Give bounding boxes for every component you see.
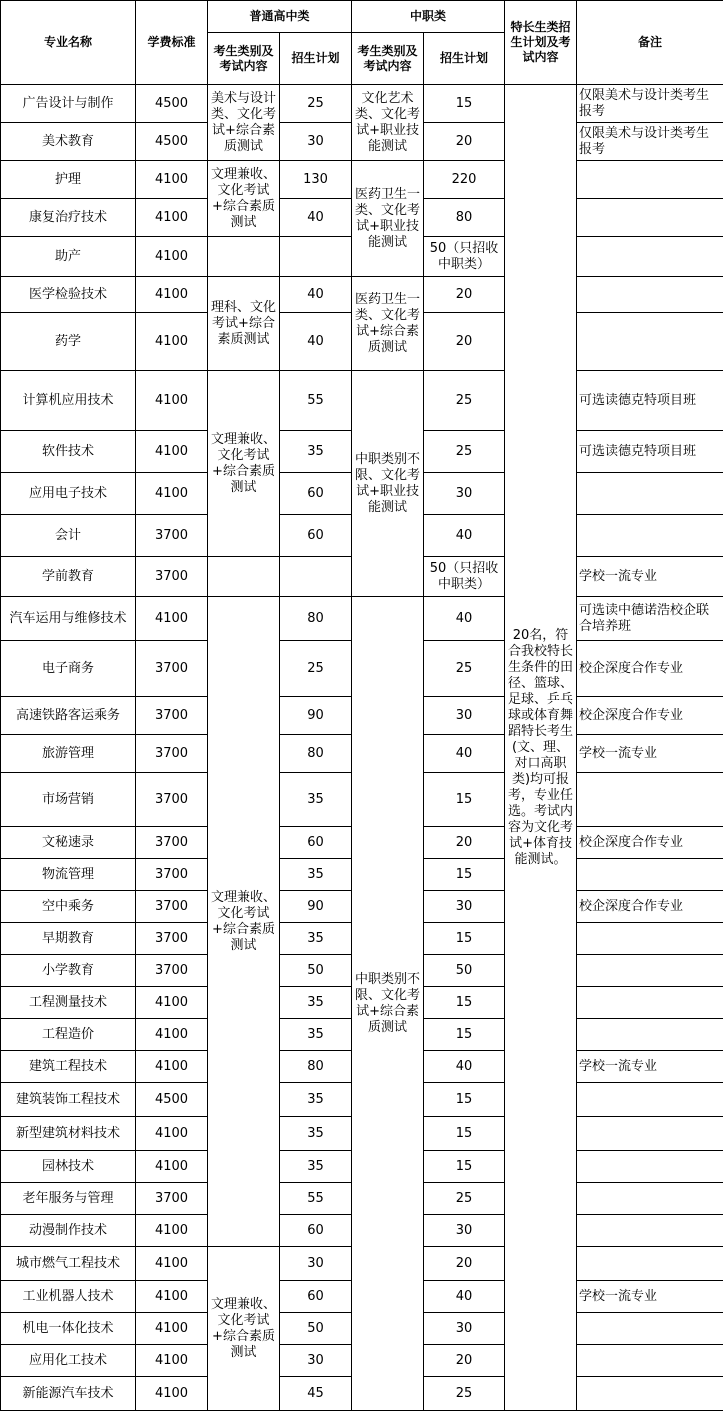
remark-cell: 学校一流专业 (577, 1051, 723, 1083)
tuition-cell: 3700 (136, 697, 208, 735)
remark-cell (577, 1083, 723, 1117)
remark-cell: 校企深度合作专业 (577, 641, 723, 697)
remark-cell: 校企深度合作专业 (577, 891, 723, 923)
general-plan-cell: 90 (280, 697, 352, 735)
tuition-cell: 4100 (136, 597, 208, 641)
tuition-cell: 4100 (136, 1019, 208, 1051)
general-plan-cell: 30 (280, 123, 352, 161)
table-row (1, 597, 723, 641)
major-name-cell: 老年服务与管理 (1, 1183, 136, 1215)
major-name-cell: 高速铁路客运乘务 (1, 697, 136, 735)
major-name-cell: 电子商务 (1, 641, 136, 697)
remark-cell (577, 1377, 723, 1411)
general-plan-cell: 80 (280, 735, 352, 773)
voc-plan-cell: 15 (424, 1083, 505, 1117)
voc-plan-cell: 30 (424, 891, 505, 923)
major-name-cell: 工业机器人技术 (1, 1281, 136, 1313)
tuition-cell: 4500 (136, 85, 208, 123)
major-name-cell: 建筑工程技术 (1, 1051, 136, 1083)
voc-exam-type-cell: 医药卫生一类、文化考试+综合素质测试 (352, 277, 424, 371)
major-name-cell: 空中乘务 (1, 891, 136, 923)
remark-cell: 校企深度合作专业 (577, 827, 723, 859)
voc-plan-cell: 80 (424, 199, 505, 237)
voc-plan-cell: 220 (424, 161, 505, 199)
general-exam-type-cell: 美术与设计类、文化考试+综合素质测试 (208, 85, 280, 161)
voc-plan-cell: 40 (424, 1281, 505, 1313)
general-plan-cell: 50 (280, 955, 352, 987)
voc-plan-cell: 25 (424, 371, 505, 431)
voc-plan-cell: 50（只招收中职类） (424, 237, 505, 277)
major-name-cell: 物流管理 (1, 859, 136, 891)
general-plan-cell: 80 (280, 1051, 352, 1083)
tuition-cell: 4500 (136, 1083, 208, 1117)
voc-plan-cell: 50 (424, 955, 505, 987)
tuition-cell: 3700 (136, 827, 208, 859)
tuition-cell: 4100 (136, 1247, 208, 1281)
major-name-cell: 汽车运用与维修技术 (1, 597, 136, 641)
remark-cell (577, 1183, 723, 1215)
tuition-cell: 4100 (136, 431, 208, 473)
voc-plan-cell: 15 (424, 1019, 505, 1051)
special-plan-cell: 20名，符合我校特长生条件的田径、篮球、足球、乒乓球或体育舞蹈特长考生(文、理、对口高职类)均可报考，专业任选。考试内容为文化考试+体育技能测试。 (505, 85, 577, 1411)
remark-cell (577, 199, 723, 237)
tuition-cell: 4100 (136, 1215, 208, 1247)
remark-cell: 校企深度合作专业 (577, 697, 723, 735)
tuition-cell: 4100 (136, 987, 208, 1019)
voc-plan-cell: 20 (424, 313, 505, 371)
general-plan-cell: 40 (280, 313, 352, 371)
remark-cell: 学校一流专业 (577, 1281, 723, 1313)
remark-cell (577, 313, 723, 371)
general-plan-cell: 45 (280, 1377, 352, 1411)
major-name-cell: 计算机应用技术 (1, 371, 136, 431)
header-general-hs: 普通高中类 (208, 1, 352, 33)
major-name-cell: 文秘速录 (1, 827, 136, 859)
general-exam-type-cell: 文理兼收、文化考试+综合素质测试 (208, 161, 280, 237)
header-tuition: 学费标准 (136, 1, 208, 85)
remark-cell (577, 773, 723, 827)
tuition-cell: 3700 (136, 859, 208, 891)
major-name-cell: 护理 (1, 161, 136, 199)
voc-plan-cell: 15 (424, 923, 505, 955)
tuition-cell: 3700 (136, 557, 208, 597)
major-name-cell: 软件技术 (1, 431, 136, 473)
remark-cell: 学校一流专业 (577, 735, 723, 773)
remark-cell (577, 1117, 723, 1151)
voc-plan-cell: 40 (424, 597, 505, 641)
header-major-name: 专业名称 (1, 1, 136, 85)
general-exam-type-cell: 文理兼收、文化考试+综合素质测试 (208, 371, 280, 557)
remark-cell (577, 1019, 723, 1051)
general-plan-cell: 35 (280, 1117, 352, 1151)
general-plan-cell: 25 (280, 85, 352, 123)
voc-exam-type-cell: 文化艺术类、文化考试+职业技能测试 (352, 85, 424, 161)
tuition-cell: 4100 (136, 1117, 208, 1151)
major-name-cell: 药学 (1, 313, 136, 371)
tuition-cell: 3700 (136, 955, 208, 987)
voc-plan-cell: 15 (424, 85, 505, 123)
major-name-cell: 应用电子技术 (1, 473, 136, 515)
remark-cell (577, 515, 723, 557)
voc-plan-cell: 25 (424, 641, 505, 697)
general-plan-cell: 50 (280, 1313, 352, 1345)
tuition-cell: 3700 (136, 773, 208, 827)
general-plan-cell: 35 (280, 431, 352, 473)
header-plan-voc: 招生计划 (424, 33, 505, 85)
voc-plan-cell: 20 (424, 1247, 505, 1281)
header-vocational: 中职类 (352, 1, 505, 33)
remark-cell (577, 277, 723, 313)
remark-cell: 可选读德克特项目班 (577, 371, 723, 431)
table-row (1, 371, 723, 431)
tuition-cell: 4100 (136, 1281, 208, 1313)
voc-exam-type-cell: 中职类别不限、文化考试+职业技能测试 (352, 371, 424, 597)
general-exam-type-cell: 文理兼收、文化考试+综合素质测试 (208, 597, 280, 1247)
voc-plan-cell: 25 (424, 1183, 505, 1215)
general-plan-cell: 60 (280, 1281, 352, 1313)
tuition-cell: 3700 (136, 641, 208, 697)
general-plan-cell: 35 (280, 923, 352, 955)
table-row (1, 85, 723, 123)
tuition-cell: 4100 (136, 237, 208, 277)
general-plan-cell (280, 237, 352, 277)
general-exam-type-cell (208, 557, 280, 597)
general-plan-cell: 35 (280, 773, 352, 827)
general-plan-cell: 35 (280, 1151, 352, 1183)
general-plan-cell: 40 (280, 199, 352, 237)
voc-plan-cell: 50（只招收中职类） (424, 557, 505, 597)
general-plan-cell: 30 (280, 1247, 352, 1281)
header-remark: 备注 (577, 1, 723, 85)
remark-cell: 仅限美术与设计类考生报考 (577, 85, 723, 123)
general-plan-cell: 130 (280, 161, 352, 199)
header-plan-general: 招生计划 (280, 33, 352, 85)
tuition-cell: 3700 (136, 891, 208, 923)
voc-plan-cell: 25 (424, 1377, 505, 1411)
general-plan-cell: 90 (280, 891, 352, 923)
voc-plan-cell: 20 (424, 827, 505, 859)
voc-exam-type-cell: 中职类别不限、文化考试+综合素质测试 (352, 597, 424, 1411)
remark-cell (577, 1247, 723, 1281)
major-name-cell: 建筑装饰工程技术 (1, 1083, 136, 1117)
remark-cell: 可选读中德诺浩校企联合培养班 (577, 597, 723, 641)
voc-plan-cell: 20 (424, 277, 505, 313)
voc-plan-cell: 15 (424, 859, 505, 891)
remark-cell (577, 1215, 723, 1247)
remark-cell: 学校一流专业 (577, 557, 723, 597)
header-special: 特长生类招生计划及考试内容 (505, 1, 577, 85)
general-plan-cell: 80 (280, 597, 352, 641)
voc-plan-cell: 30 (424, 1313, 505, 1345)
major-name-cell: 会计 (1, 515, 136, 557)
tuition-cell: 4100 (136, 1051, 208, 1083)
general-plan-cell: 60 (280, 1215, 352, 1247)
general-plan-cell: 35 (280, 859, 352, 891)
voc-plan-cell: 40 (424, 1051, 505, 1083)
major-name-cell: 市场营销 (1, 773, 136, 827)
tuition-cell: 4100 (136, 161, 208, 199)
tuition-cell: 4100 (136, 1151, 208, 1183)
tuition-cell: 3700 (136, 923, 208, 955)
major-name-cell: 动漫制作技术 (1, 1215, 136, 1247)
header-exam-type-general: 考生类别及考试内容 (208, 33, 280, 85)
remark-cell: 可选读德克特项目班 (577, 431, 723, 473)
major-name-cell: 园林技术 (1, 1151, 136, 1183)
general-exam-type-cell: 理科、文化考试+综合素质测试 (208, 277, 280, 371)
major-name-cell: 应用化工技术 (1, 1345, 136, 1377)
general-plan-cell: 55 (280, 1183, 352, 1215)
header-exam-type-voc: 考生类别及考试内容 (352, 33, 424, 85)
general-plan-cell: 35 (280, 1019, 352, 1051)
remark-cell (577, 237, 723, 277)
tuition-cell: 3700 (136, 735, 208, 773)
remark-cell: 仅限美术与设计类考生报考 (577, 123, 723, 161)
tuition-cell: 3700 (136, 1183, 208, 1215)
voc-plan-cell: 25 (424, 431, 505, 473)
major-name-cell: 工程造价 (1, 1019, 136, 1051)
major-name-cell: 美术教育 (1, 123, 136, 161)
voc-plan-cell: 15 (424, 987, 505, 1019)
general-plan-cell: 55 (280, 371, 352, 431)
remark-cell (577, 1345, 723, 1377)
remark-cell (577, 1151, 723, 1183)
general-plan-cell: 35 (280, 1083, 352, 1117)
voc-plan-cell: 30 (424, 1215, 505, 1247)
voc-plan-cell: 15 (424, 1151, 505, 1183)
general-plan-cell: 25 (280, 641, 352, 697)
major-name-cell: 早期教育 (1, 923, 136, 955)
remark-cell (577, 473, 723, 515)
voc-plan-cell: 20 (424, 123, 505, 161)
major-name-cell: 医学检验技术 (1, 277, 136, 313)
tuition-cell: 4100 (136, 473, 208, 515)
major-name-cell: 新型建筑材料技术 (1, 1117, 136, 1151)
voc-plan-cell: 30 (424, 697, 505, 735)
major-name-cell: 旅游管理 (1, 735, 136, 773)
general-plan-cell: 40 (280, 277, 352, 313)
major-name-cell: 机电一体化技术 (1, 1313, 136, 1345)
remark-cell (577, 987, 723, 1019)
tuition-cell: 4100 (136, 1377, 208, 1411)
voc-plan-cell: 30 (424, 473, 505, 515)
major-name-cell: 新能源汽车技术 (1, 1377, 136, 1411)
general-exam-type-cell (208, 237, 280, 277)
tuition-cell: 3700 (136, 515, 208, 557)
table-body (1, 1, 723, 1411)
general-plan-cell: 35 (280, 987, 352, 1019)
table-row (1, 277, 723, 313)
general-plan-cell: 30 (280, 1345, 352, 1377)
voc-plan-cell: 40 (424, 515, 505, 557)
general-plan-cell (280, 557, 352, 597)
remark-cell (577, 161, 723, 199)
tuition-cell: 4100 (136, 1313, 208, 1345)
major-name-cell: 工程测量技术 (1, 987, 136, 1019)
tuition-cell: 4100 (136, 199, 208, 237)
table-row (1, 161, 723, 199)
remark-cell (577, 1313, 723, 1345)
tuition-cell: 4100 (136, 1345, 208, 1377)
general-plan-cell: 60 (280, 515, 352, 557)
major-name-cell: 城市燃气工程技术 (1, 1247, 136, 1281)
major-name-cell: 小学教育 (1, 955, 136, 987)
general-exam-type-cell: 文理兼收、文化考试+综合素质测试 (208, 1247, 280, 1411)
voc-exam-type-cell: 医药卫生一类、文化考试+职业技能测试 (352, 161, 424, 277)
remark-cell (577, 955, 723, 987)
tuition-cell: 4100 (136, 371, 208, 431)
general-plan-cell: 60 (280, 827, 352, 859)
major-name-cell: 康复治疗技术 (1, 199, 136, 237)
remark-cell (577, 859, 723, 891)
voc-plan-cell: 20 (424, 1345, 505, 1377)
tuition-cell: 4100 (136, 313, 208, 371)
voc-plan-cell: 40 (424, 735, 505, 773)
tuition-cell: 4500 (136, 123, 208, 161)
general-plan-cell: 60 (280, 473, 352, 515)
major-name-cell: 学前教育 (1, 557, 136, 597)
remark-cell (577, 923, 723, 955)
major-name-cell: 广告设计与制作 (1, 85, 136, 123)
tuition-cell: 4100 (136, 277, 208, 313)
major-name-cell: 助产 (1, 237, 136, 277)
voc-plan-cell: 15 (424, 773, 505, 827)
voc-plan-cell: 15 (424, 1117, 505, 1151)
